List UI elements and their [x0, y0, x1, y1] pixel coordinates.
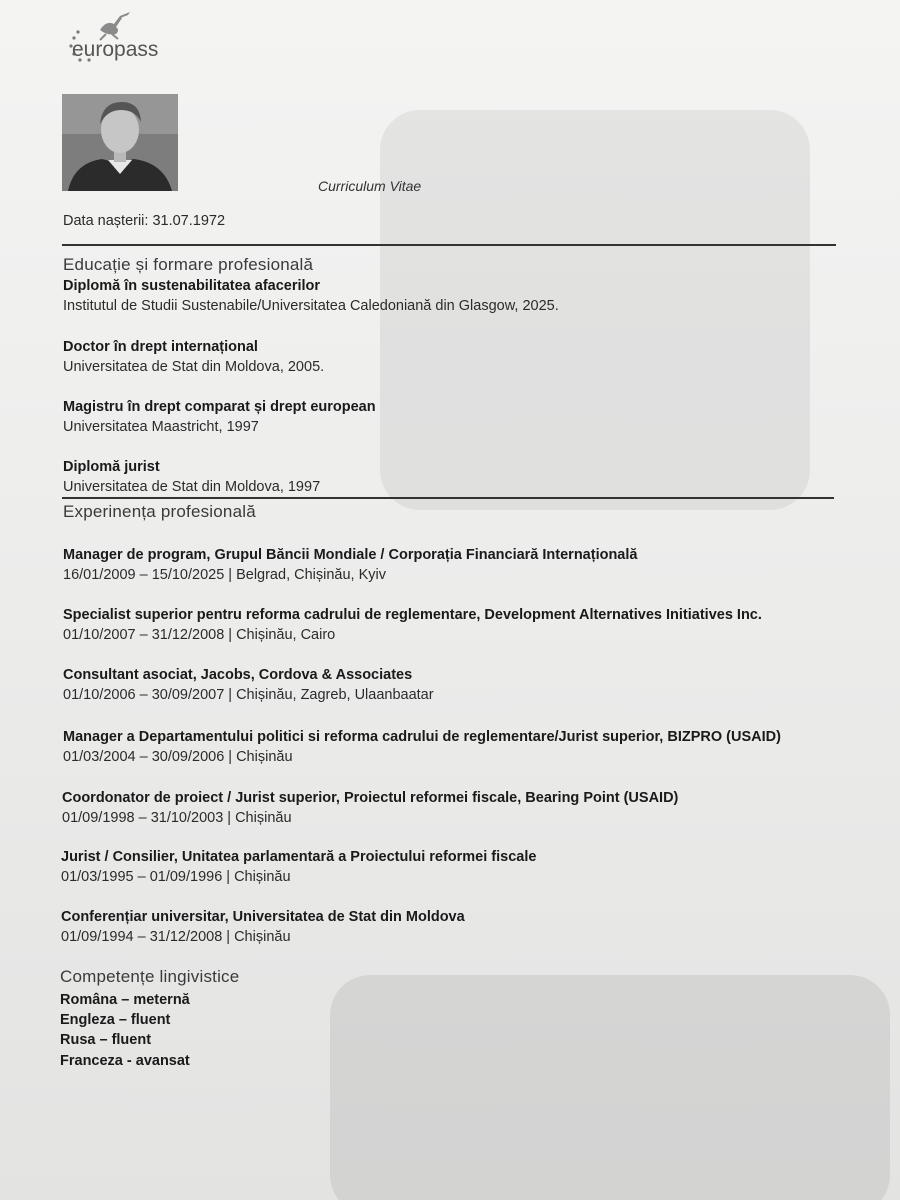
cv-title: Curriculum Vitae [318, 178, 422, 194]
language-item: Româna – meternă [60, 992, 190, 1008]
education-degree: Diplomă în sustenabilitatea afacerilor [63, 278, 321, 294]
job-period-location: 01/03/2004 – 30/09/2006 | Chișinău [63, 749, 293, 765]
europass-logo-icon [62, 8, 174, 66]
education-institution: Universitatea de Stat din Moldova, 2005. [63, 359, 325, 375]
experience-item [61, 847, 860, 887]
divider [62, 244, 836, 246]
language-item: Rusa – fluent [60, 1032, 152, 1048]
education-item [63, 397, 860, 437]
shadow-area [330, 975, 890, 1200]
job-title: Specialist superior pentru reforma cadrului de reglementare, Development Alternatives Initiatives Inc. [63, 607, 762, 623]
job-title: Manager de program, Grupul Băncii Mondiale / Corporația Financiară Internațională [63, 547, 638, 563]
job-title: Consultant asociat, Jacobs, Cordova & Associates [63, 667, 413, 683]
europass-logo [62, 8, 174, 66]
job-period-location: 16/01/2009 – 15/10/2025 | Belgrad, Chișinău, Kyiv [63, 567, 386, 583]
language-item: Engleza – fluent [60, 1012, 171, 1028]
education-degree: Doctor în drept internațional [63, 339, 258, 355]
education-section-title: Educație și formare profesională [63, 255, 314, 274]
profile-photo [62, 94, 178, 191]
languages-section-title: Competențe lingivistice [60, 967, 240, 986]
experience-item [63, 545, 860, 585]
education-item [63, 337, 860, 377]
education-institution: Institutul de Studii Sustenabile/Universitatea Caledoniană din Glasgow, 2025. [63, 298, 559, 314]
experience-item [63, 665, 860, 705]
language-item: Franceza - avansat [60, 1053, 190, 1069]
job-period-location: 01/09/1994 – 31/12/2008 | Chișinău [61, 929, 291, 945]
experience-item [63, 605, 860, 645]
job-title: Jurist / Consilier, Unitatea parlamentară a Proiectului reformei fiscale [61, 849, 537, 865]
education-degree: Diplomă jurist [63, 459, 160, 475]
divider [62, 497, 834, 499]
experience-item [61, 907, 860, 947]
experience-section-title: Experinența profesională [63, 502, 256, 521]
education-institution: Universitatea de Stat din Moldova, 1997 [63, 479, 321, 495]
job-period-location: 01/10/2007 – 31/12/2008 | Chișinău, Cairo [63, 627, 336, 643]
education-institution: Universitatea Maastricht, 1997 [63, 419, 259, 435]
education-item [63, 276, 860, 316]
job-period-location: 01/03/1995 – 01/09/1996 | Chișinău [61, 869, 291, 885]
experience-item [63, 727, 860, 767]
svg-text:europass: europass [72, 38, 159, 61]
education-degree: Magistru în drept comparat și drept european [63, 399, 376, 415]
date-of-birth: Data nașterii: 31.07.1972 [63, 213, 226, 229]
job-title: Manager a Departamentului politici si reforma cadrului de reglementare/Jurist superior, BIZPRO (USAID) [63, 729, 781, 745]
job-title: Coordonator de proiect / Jurist superior, Proiectul reformei fiscale, Bearing Point (USAID) [62, 790, 679, 806]
job-period-location: 01/10/2006 – 30/09/2007 | Chișinău, Zagreb, Ulaanbaatar [63, 687, 434, 703]
job-title: Conferențiar universitar, Universitatea de Stat din Moldova [61, 909, 465, 925]
education-item [63, 457, 860, 497]
job-period-location: 01/09/1998 – 31/10/2003 | Chișinău [62, 810, 292, 826]
experience-item [62, 788, 860, 828]
